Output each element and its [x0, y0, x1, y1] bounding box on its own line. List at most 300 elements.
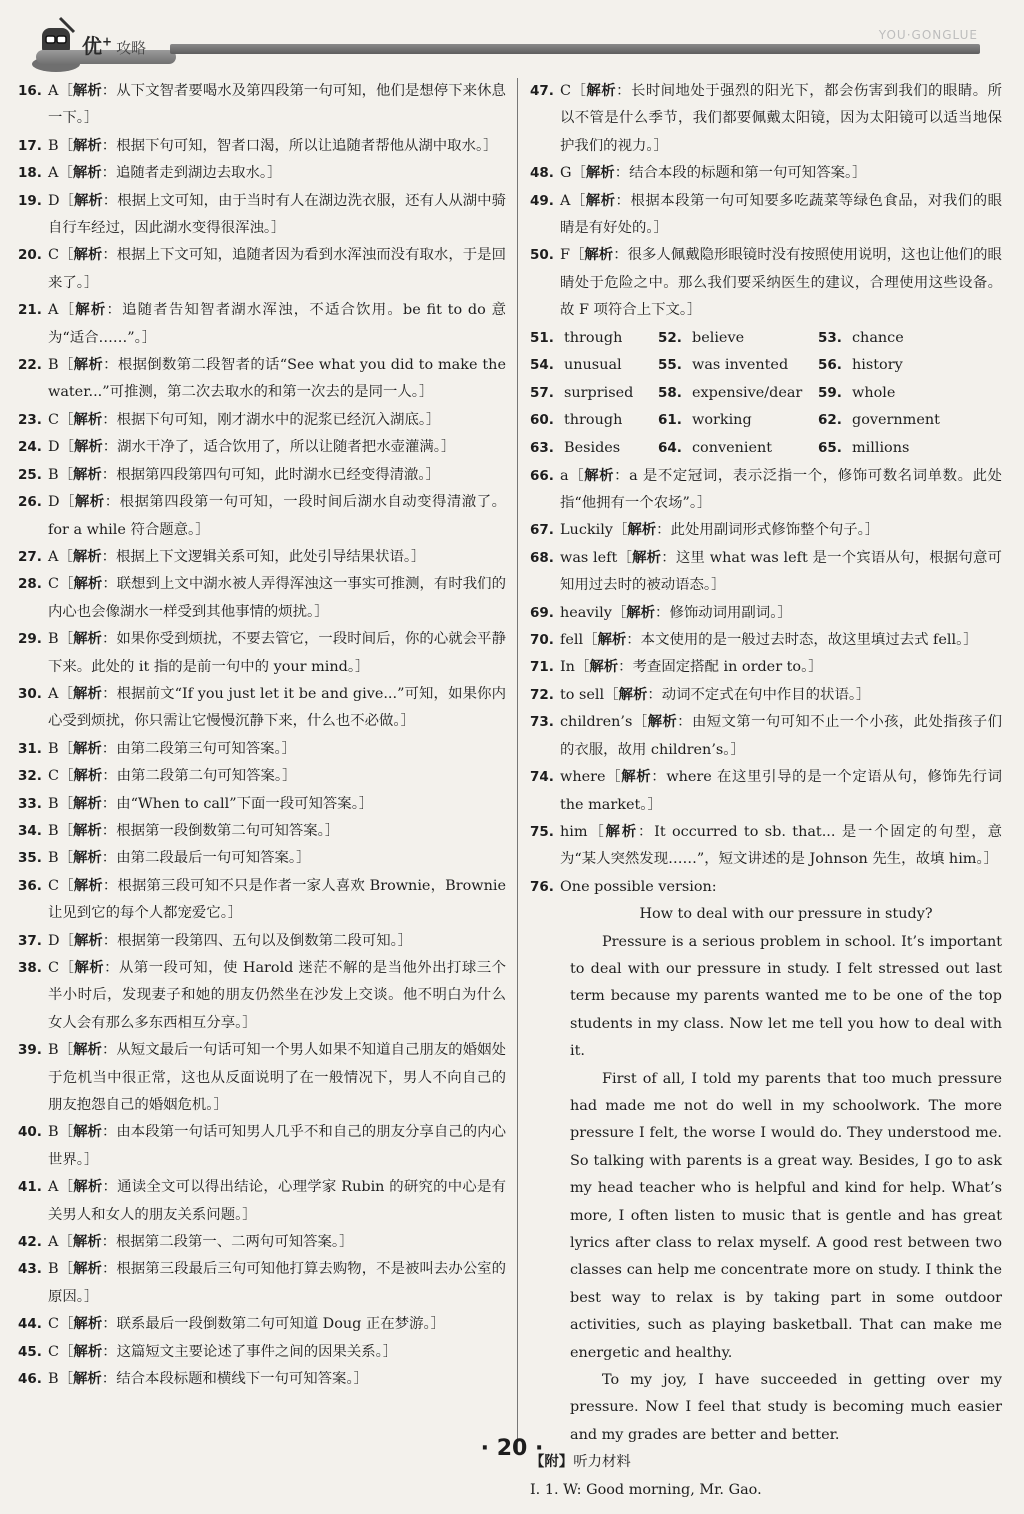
essay-item	[530, 874, 1002, 901]
answer-item	[18, 160, 506, 187]
item-body	[48, 1339, 506, 1366]
analysis-text: 由第二段第三句可知答案。］	[116, 740, 297, 757]
colon: ：	[661, 549, 676, 566]
item-number: 44.	[18, 1316, 42, 1333]
item-number: 66.	[530, 467, 554, 484]
bracket-open: ［	[574, 659, 590, 676]
answer-item	[18, 681, 506, 736]
fill-number: 60.	[530, 412, 554, 429]
header-tag: YOU·GONGLUE	[878, 28, 978, 42]
colon: ：	[102, 247, 117, 264]
analysis-text: 联想到上文中湖水被人弄得浑浊这一事实可推测，有时我们的内心也会像湖水一样受到其他事情的烦扰。］	[48, 576, 506, 620]
analysis-label: 解析	[647, 714, 678, 731]
item-number: 25.	[18, 466, 42, 483]
item-number: 48.	[530, 165, 554, 182]
answer-letter: A	[48, 83, 59, 99]
bracket-open: ［	[612, 522, 628, 539]
item-number: 34.	[18, 822, 42, 839]
analysis-text: 根据本段第一句可知要多吃蔬菜等绿色食品，对我们的眼睛是有好处的。］	[560, 192, 1002, 237]
fill-number: 58.	[658, 384, 682, 401]
colon: ：	[101, 795, 117, 812]
colon: ：	[104, 960, 119, 976]
bracket-open: ［	[59, 768, 74, 785]
right-column	[530, 78, 1002, 1504]
item-body	[48, 352, 506, 407]
analysis-label: 解析	[73, 439, 103, 456]
answer-letter: A	[48, 165, 59, 182]
colon: ：	[677, 714, 692, 731]
analysis-text: 如果你受到烦扰，不要去管它，一段时间后，你的心就会平静下来。此处的 it 指的是前一句中的 your mind。］	[48, 631, 506, 675]
analysis-text: 根据第三段最后三句可知他打算去购物，不是被叫去办公室的原因。］	[48, 1261, 506, 1305]
item-body	[48, 818, 506, 845]
item-body	[48, 462, 506, 489]
answer-letter: B	[48, 740, 59, 757]
bracket-open: ［	[58, 165, 73, 182]
colon: ：	[626, 632, 641, 649]
answer-item	[18, 571, 506, 626]
answer-item	[530, 600, 1002, 627]
analysis-label: 解析	[73, 1179, 103, 1196]
analysis-text: 很多人佩戴隐形眼镜时没有按照使用说明，这也让他们的眼睛处于危险之中。那么我们要采纳医生的建议，合理使用这些设备。故 F 项符合上下文。］	[560, 247, 1002, 319]
fill-word: chance	[852, 329, 904, 346]
item-number: 26.	[18, 494, 42, 511]
analysis-label: 解析	[618, 686, 648, 703]
item-number: 39.	[18, 1042, 42, 1059]
item-body	[560, 600, 1002, 627]
analysis-label: 解析	[73, 1343, 103, 1360]
bracket-open: ［	[59, 411, 74, 428]
answer-letter: B	[48, 357, 59, 374]
colon: ：	[614, 467, 630, 484]
item-number: 73.	[530, 714, 554, 731]
item-body	[48, 955, 506, 1037]
essay-intro: One possible version:	[560, 878, 717, 895]
item-body	[48, 1256, 506, 1311]
bracket-open: ［	[58, 83, 73, 99]
colon: ：	[101, 466, 117, 483]
item-body	[48, 133, 506, 160]
answer-item	[18, 1174, 506, 1229]
analysis-label: 解析	[72, 1371, 102, 1388]
analysis-label: 解析	[584, 247, 614, 264]
item-number: 71.	[530, 659, 554, 676]
answer-item	[18, 873, 506, 928]
item-body	[48, 1037, 506, 1119]
answer-item	[18, 928, 506, 955]
item-number: 41.	[18, 1179, 42, 1196]
answer-item	[18, 544, 506, 571]
item-body	[48, 407, 506, 434]
analysis-label: 解析	[72, 137, 102, 154]
item-body	[560, 627, 1002, 654]
analysis-label: 解析	[621, 769, 652, 786]
bracket-open: ［	[604, 686, 619, 703]
essay	[530, 901, 1002, 1449]
answer-letter: C	[48, 247, 60, 264]
fill-answer	[818, 435, 978, 463]
bracket-open: ［	[570, 247, 585, 264]
fill-answer	[658, 435, 818, 463]
item-number: 30.	[18, 685, 42, 702]
fill-number: 56.	[818, 357, 842, 374]
bracket-open: ［	[58, 1234, 73, 1251]
item-number: 40.	[18, 1124, 42, 1141]
answer-item	[18, 1037, 506, 1119]
answer-letter: B	[48, 137, 59, 154]
answer-item	[18, 133, 506, 160]
bracket-open: ［	[59, 960, 75, 976]
analysis-text: 根据第四段第一句可知，一段时间后湖水自动变得清澈了。for a while 符合题意。］	[48, 494, 506, 538]
appendix-title: 听力材料	[573, 1454, 631, 1471]
item-body	[560, 654, 1002, 681]
answer-item	[18, 188, 506, 243]
answer-letter: C	[48, 768, 60, 785]
fill-word: Besides	[564, 440, 621, 457]
item-body	[48, 928, 506, 955]
item-body	[48, 1119, 506, 1174]
item-number: 42.	[18, 1234, 42, 1251]
fill-answer	[818, 352, 978, 380]
fill-answer	[530, 352, 658, 380]
answer-item	[530, 78, 1002, 160]
bracket-open: ［	[59, 1316, 74, 1333]
bracket-open: ［	[571, 165, 586, 182]
fill-number: 51.	[530, 329, 554, 346]
answer-item	[18, 1256, 506, 1311]
item-body	[48, 544, 506, 571]
fill-number: 63.	[530, 440, 554, 457]
colon: ：	[102, 1179, 118, 1196]
bracket-open: ［	[58, 137, 73, 154]
item-number: 16.	[18, 83, 42, 99]
fill-number: 53.	[818, 329, 842, 346]
fill-word: expensive/dear	[692, 384, 803, 401]
bracket-open: ［	[58, 1042, 74, 1059]
fill-answer	[530, 380, 658, 408]
analysis-label: 解析	[72, 850, 102, 867]
answer-letter: fell	[560, 632, 584, 649]
analysis-text: It occurred to sb. that... 是一个固定的句型，意为“某人突然发现……”，短文讲述的是 Johnson 先生，故填 him。］	[560, 823, 1002, 868]
answer-letter: to sell	[560, 686, 605, 703]
analysis-text: 根据下句可知，智者口渴，所以让追随者帮他从湖中取水。］	[116, 137, 498, 154]
colon: ：	[102, 877, 118, 894]
fill-number: 54.	[530, 357, 554, 374]
answer-item	[18, 297, 506, 352]
answer-letter: A	[48, 302, 59, 319]
left-column	[18, 78, 506, 1394]
analysis-label: 解析	[585, 165, 615, 182]
analysis-text: 通读全文可以得出结论，心理学家 Rubin 的研究的中心是有关男人和女人的朋友关系问题。］	[48, 1179, 506, 1223]
fill-word: millions	[852, 440, 910, 457]
item-body	[560, 517, 1002, 544]
item-number: 75.	[530, 823, 554, 840]
colon: ：	[655, 604, 670, 621]
analysis-label: 解析	[72, 83, 102, 99]
answer-item	[18, 845, 506, 872]
fill-word: whole	[852, 384, 896, 401]
answer-letter: B	[48, 1042, 59, 1059]
item-number: 33.	[18, 795, 42, 812]
item-body	[48, 434, 506, 461]
analysis-label: 解析	[73, 1042, 102, 1059]
answer-item	[530, 764, 1002, 819]
answer-item	[18, 78, 506, 133]
answer-item	[18, 242, 506, 297]
answer-item	[18, 1229, 506, 1256]
item-body	[48, 763, 506, 790]
fill-number: 62.	[818, 412, 842, 429]
answer-letter: B	[48, 1261, 59, 1278]
bracket-open: ［	[58, 850, 73, 867]
answer-letter: B	[48, 822, 59, 839]
item-number: 35.	[18, 850, 42, 867]
fill-number: 52.	[658, 329, 682, 346]
analysis-label: 解析	[73, 247, 103, 264]
answer-letter: D	[48, 494, 60, 511]
answer-letter: B	[48, 631, 59, 648]
colon: ：	[613, 247, 628, 264]
bracket-open: ［	[587, 823, 606, 840]
analysis-text: 根据前文“If you just let it be and give...”可知，如果你内心受到烦扰，你只需让它慢慢沉静下来，什么也不必做。］	[48, 685, 506, 730]
analysis-text: 联系最后一段倒数第二句可知道 Doug 正在梦游。］	[116, 1316, 446, 1333]
answer-letter: Luckily	[560, 522, 613, 539]
item-number: 23.	[18, 411, 42, 428]
analysis-text: 由第二段最后一句可知答案。］	[116, 850, 311, 867]
bracket-open: ［	[58, 302, 76, 319]
item-body	[560, 545, 1002, 600]
item-body	[48, 626, 506, 681]
fill-word: believe	[692, 329, 745, 346]
bracket-open: ［	[617, 549, 633, 566]
item-number: 37.	[18, 932, 42, 949]
answer-item	[18, 1119, 506, 1174]
item-number: 22.	[18, 357, 42, 374]
bracket-open: ［	[605, 769, 622, 786]
analysis-text: 动词不定式在句中作目的状语。］	[661, 686, 871, 703]
answer-letter: B	[48, 466, 59, 483]
column-divider	[517, 78, 518, 1454]
bracket-open: ［	[59, 576, 74, 593]
answer-item	[18, 352, 506, 407]
answer-letter: C	[48, 576, 60, 593]
answer-item	[18, 955, 506, 1037]
answer-letter: C	[48, 960, 60, 976]
analysis-text: 根据上文可知，由于当时有人在湖边洗衣服，还有人从湖中骑自行车经过，因此湖水变得很浑浊。］	[48, 192, 506, 237]
bracket-open: ［	[58, 466, 73, 483]
bracket-open: ［	[58, 357, 74, 374]
fill-word: through	[564, 412, 623, 429]
answer-item	[530, 160, 1002, 187]
answer-letter: In	[560, 659, 575, 676]
answer-letter: was left	[560, 549, 618, 566]
bracket-open: ［	[570, 192, 586, 209]
item-number: 68.	[530, 549, 554, 566]
analysis-text: 湖水干净了，适合饮用了，所以让随者把水壶灌满。］	[117, 439, 456, 456]
fill-word: surprised	[564, 384, 634, 401]
analysis-text: 考查固定搭配 in order to。］	[632, 659, 823, 676]
analysis-text: 根据倒数第二段智者的话“See what you did to make the water...”可推测，第二次去取水的和第一次去的是同一人。］	[48, 357, 506, 401]
analysis-label: 解析	[73, 411, 103, 428]
analysis-text: 追随者走到湖边去取水。］	[116, 165, 282, 182]
answer-letter: heavily	[560, 604, 612, 621]
answer-letter: B	[48, 850, 59, 867]
item-number: 27.	[18, 548, 42, 565]
answer-letter: A	[48, 1179, 59, 1196]
analysis-label: 解析	[632, 549, 662, 566]
answer-letter: C	[560, 83, 572, 99]
analysis-text: 从下文智者要喝水及第四段第一句可知，他们是想停下来休息一下。］	[48, 83, 506, 127]
fill-number: 59.	[818, 384, 842, 401]
item-number: 17.	[18, 137, 42, 154]
answer-letter: B	[48, 1124, 59, 1141]
colon: ：	[614, 165, 630, 182]
item-number: 67.	[530, 522, 554, 539]
analysis-label: 解析	[627, 522, 657, 539]
fill-word: history	[852, 357, 903, 374]
page-header	[0, 0, 1024, 78]
analysis-label: 解析	[73, 576, 103, 593]
analysis-text: 由“When to call”下面一段可知答案。］	[116, 795, 374, 812]
colon: ：	[102, 411, 117, 428]
answer-item	[18, 736, 506, 763]
item-body	[48, 845, 506, 872]
item-number: 21.	[18, 302, 42, 319]
analysis-label: 解析	[73, 631, 102, 648]
analysis-label: 解析	[74, 494, 105, 511]
essay-number: 76.	[530, 878, 554, 895]
fill-number: 57.	[530, 384, 554, 401]
appendix-line: Ⅰ. 1. W: Good morning, Mr. Gao.	[530, 1481, 762, 1498]
answer-item	[18, 1366, 506, 1393]
analysis-text: 根据第四段第四句可知，此时湖水已经变得清澈。］	[116, 466, 440, 483]
analysis-text: 此处用副词形式修饰整个句子。］	[670, 522, 880, 539]
item-number: 18.	[18, 165, 42, 182]
analysis-label: 解析	[585, 192, 616, 209]
bracket-open: ［	[58, 548, 73, 565]
fill-number: 55.	[658, 357, 682, 374]
answer-letter: C	[48, 877, 60, 894]
header-bar	[170, 44, 980, 54]
item-number: 74.	[530, 769, 554, 786]
colon: ：	[101, 83, 117, 99]
item-body	[560, 160, 1002, 187]
fill-answer	[530, 325, 658, 353]
colon: ：	[651, 769, 667, 786]
analysis-label: 解析	[74, 960, 105, 976]
analysis-label: 解析	[72, 165, 102, 182]
right-top-items	[530, 78, 1002, 325]
item-body	[560, 709, 1002, 764]
answer-letter: G	[560, 165, 572, 182]
answer-letter: A	[48, 1234, 59, 1251]
item-number: 31.	[18, 740, 42, 757]
colon: ：	[101, 165, 117, 182]
analysis-label: 解析	[586, 83, 617, 99]
analysis-text: 由第二段第二句可知答案。］	[116, 768, 297, 785]
colon: ：	[616, 83, 631, 99]
bracket-open: ［	[58, 795, 73, 812]
analysis-label: 解析	[73, 1124, 102, 1141]
item-body	[48, 1174, 506, 1229]
item-number: 36.	[18, 877, 42, 894]
answer-letter: D	[48, 439, 60, 456]
item-body	[48, 188, 506, 243]
colon: ：	[656, 522, 671, 539]
answer-item	[530, 682, 1002, 709]
item-body	[48, 78, 506, 133]
fill-number: 65.	[818, 440, 842, 457]
bracket-open: ［	[59, 1343, 74, 1360]
item-number: 24.	[18, 439, 42, 456]
colon: ：	[101, 1371, 117, 1388]
analysis-text: 长时间地处于强烈的阳光下，都会伤害到我们的眼睛。所以不管是什么季节，我们都要佩戴太阳镜，因为太阳镜可以适当地保护我们的视力。］	[560, 83, 1002, 154]
fill-word: was invented	[692, 357, 789, 374]
analysis-label: 解析	[589, 659, 619, 676]
answer-letter: D	[48, 932, 60, 949]
answer-item	[18, 1339, 506, 1366]
answer-item	[18, 1311, 506, 1338]
item-number: 49.	[530, 192, 554, 209]
colon: ：	[106, 302, 123, 319]
analysis-label: 解析	[73, 685, 103, 702]
fill-number: 61.	[658, 412, 682, 429]
colon: ：	[102, 439, 118, 456]
colon: ：	[102, 768, 117, 785]
answer-item	[530, 242, 1002, 324]
item-body	[48, 736, 506, 763]
colon: ：	[102, 576, 117, 593]
item-number: 70.	[530, 632, 554, 649]
item-body	[48, 681, 506, 736]
answer-letter: F	[560, 247, 570, 264]
answer-letter: A	[48, 548, 59, 565]
colon: ：	[101, 1124, 117, 1141]
essay-title: How to deal with our pressure in study?	[639, 906, 933, 923]
item-number: 29.	[18, 631, 42, 648]
fill-answer	[530, 435, 658, 463]
analysis-text: 追随者告知智者湖水浑浊，不适合饮用。be fit to do 意为“适合……”。］	[48, 302, 506, 346]
bracket-open: ［	[59, 932, 74, 949]
answer-item	[18, 434, 506, 461]
bracket-open: ［	[58, 1261, 74, 1278]
bracket-open: ［	[59, 192, 74, 209]
item-body	[560, 188, 1002, 243]
analysis-label: 解析	[72, 548, 102, 565]
item-number: 38.	[18, 960, 42, 976]
analysis-label: 解析	[73, 932, 103, 949]
bracket-open: ［	[59, 439, 74, 456]
colon: ：	[615, 192, 631, 209]
answer-item	[530, 709, 1002, 764]
analysis-text: 根据第三段可知不只是作者一家人喜欢 Brownie，Brownie 让见到它的每个人都宠爱它。］	[48, 877, 506, 922]
colon: ：	[101, 548, 117, 565]
answer-letter: C	[48, 411, 60, 428]
fill-answer	[530, 407, 658, 435]
analysis-text: a 是不定冠词，表示泛指一个，修饰可数名词单数。此处指“他拥有一个农场”。］	[560, 467, 1002, 512]
item-number: 19.	[18, 192, 42, 209]
colon: ：	[103, 357, 118, 374]
item-body	[560, 819, 1002, 874]
colon: ：	[101, 631, 117, 648]
analysis-label: 解析	[73, 1261, 102, 1278]
item-number: 50.	[530, 247, 554, 264]
item-body	[48, 571, 506, 626]
fill-word: unusual	[564, 357, 622, 374]
fill-word: convenient	[692, 440, 773, 457]
fill-answer	[818, 380, 978, 408]
bracket-open: ［	[58, 631, 74, 648]
analysis-text: 根据上下文逻辑关系可知，此处引导结果状语。］	[116, 548, 426, 565]
